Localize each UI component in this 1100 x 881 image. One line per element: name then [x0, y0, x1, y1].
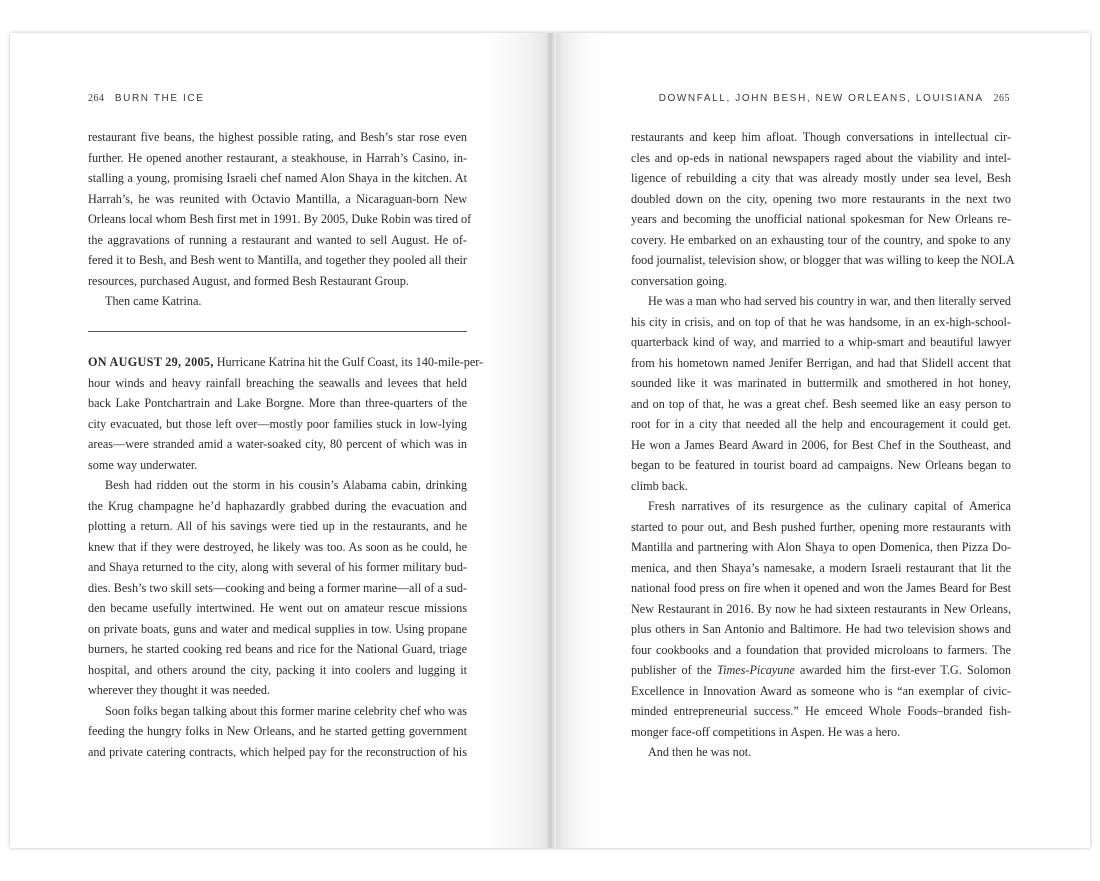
text-line: Mantilla and partnering with Alon Shaya to open Domenica, then Pizza Do- [631, 540, 1011, 554]
text-line: monger face-off competitions in Aspen. He was a hero. [631, 724, 901, 739]
text-line: city evacuated, but those left over—mostly poor families stuck in low-lying [88, 416, 467, 431]
text-line: knew that if they were destroyed, he likely was too. As soon as he could, he [88, 539, 467, 554]
text-line: Besh had ridden out the storm in his cousin’s Alabama cabin, drinking [105, 478, 467, 492]
left-page [10, 33, 550, 848]
text-line: Orleans local whom Besh first met in 1991. By 2005, Duke Robin was tired of [88, 212, 472, 226]
text-line: Excellence in Innovation Award as someone who is “an exemplar of civic- [631, 683, 1011, 698]
left-running-head-title: BURN THE ICE [114, 93, 205, 104]
text-line: He was a man who had served his country in war, and then literally served [648, 294, 1011, 308]
book-gutter [546, 33, 556, 848]
text-line: covery. He embarked on an exhausting tour of the country, and spoke to any [631, 232, 1011, 247]
right-running-head-title: DOWNFALL, JOHN BESH, NEW ORLEANS, LOUISIANA [658, 93, 984, 104]
text-line: plotting a return. All of his savings were tied up in the restaurants, and he [88, 519, 467, 533]
text-line: back Lake Pontchartrain and Lake Borgne. More than three-quarters of the [88, 396, 467, 410]
right-text-block [631, 127, 1015, 763]
section-first-line [88, 352, 484, 373]
text-line: and private catering contracts, which helped pay for the reconstruction of his [88, 744, 467, 759]
section-first-line-rest: Hurricane Katrina hit the Gulf Coast, its 140-mile-per- [213, 355, 484, 369]
text-line: national food press on fire when it opened and won the James Beard for Best [631, 581, 1011, 595]
text-line: Soon folks began talking about this former marine celebrity chef who was [105, 703, 467, 718]
text-line: New Restaurant in 2016. By now he had sixteen restaurants in New Orleans, [631, 601, 1011, 616]
text-line: areas—were stranded amid a water-soaked city, 80 percent of which was in [88, 437, 467, 451]
text-line: restaurants and keep him afloat. Though conversations in intellectual cir- [631, 130, 1011, 144]
text-line: four cookbooks and a foundation that provided microloans to farmers. The [631, 642, 1011, 657]
text-line: minded entrepreneurial success.” He emceed Whole Foods–branded fish- [631, 704, 1011, 718]
text-line: fered it to Besh, and Besh went to Mantilla, and together they pooled all their [88, 253, 467, 267]
left-section-text-block [88, 352, 484, 762]
left-top-text-block [88, 127, 472, 312]
text-line: plus others in San Antonio and Baltimore. He had two television shows and [631, 622, 1011, 636]
right-main-lines [631, 127, 1015, 660]
text-line: hospital, and others around the city, packing it into coolers and lugging it [88, 662, 467, 677]
italic-title-line [631, 660, 1011, 681]
italic-line-after: awarded him the first-ever T.G. Solomon [794, 663, 1011, 677]
right-page-number: 265 [993, 93, 1010, 104]
text-line: wherever they thought it was needed. [88, 683, 271, 697]
text-line: He won a James Beard Award in 2006, for Best Chef in the Southeast, and [631, 437, 1011, 452]
text-line: on private boats, guns and water and medical supplies in tow. Using propane [88, 621, 467, 636]
text-line: climb back. [631, 478, 688, 493]
left-running-head [88, 93, 204, 104]
text-line: burners, he started cooking red beans and rice for the National Guard, triage [88, 642, 467, 656]
text-line: some way underwater. [88, 457, 198, 472]
text-line: cles and op-eds in national newspapers raged about the viability and intel- [631, 150, 1011, 165]
text-line: the aggravations of running a restaurant and wanted to sell August. He of- [88, 232, 467, 247]
right-page [550, 33, 1090, 848]
text-line: conversation going. [631, 273, 728, 288]
text-line: hour winds and heavy rainfall breaching the seawalls and levees that held [88, 375, 467, 390]
newspaper-title: Times-Picayune [716, 663, 795, 677]
text-line: sounded like it was marinated in buttermilk and smothered in hot honey, [631, 376, 1011, 390]
text-line: doubled down on the city, opening two more restaurants in the next two [631, 191, 1011, 206]
text-line: den became usefully intertwined. He went out on amateur rescue missions [88, 601, 467, 615]
text-line: quarterback kind of way, and married to a whip-smart and beautiful lawyer [631, 335, 1011, 349]
right-running-head [659, 93, 1010, 104]
text-line: stalling a young, promising Israeli chef named Alon Shaya in the kitchen. At [88, 171, 467, 185]
text-line: food journalist, television show, or blogger that was willing to keep the NOLA [631, 253, 1015, 267]
text-line: from his hometown named Jenifer Berrigan, and had that Slidell accent that [631, 355, 1011, 370]
section-lead-in: ON AUGUST 29, 2005, [88, 355, 214, 369]
text-line: resources, purchased August, and formed Besh Restaurant Group. [88, 273, 409, 288]
text-line: Fresh narratives of its resurgence as the culinary capital of America [648, 499, 1011, 513]
text-line: the Krug champagne he’d haphazardly grabbed during the evacuation and [88, 498, 467, 513]
text-line: his city in crisis, and on top of that he was handsome, in an ex-high-school- [631, 314, 1011, 329]
text-line: root for in a city that needed all the help and encouragement it could get. [631, 417, 1011, 431]
left-page-number: 264 [88, 93, 105, 104]
section-break-rule [88, 331, 467, 332]
text-line: Harrah’s, he was reunited with Octavio Mantilla, a Nicaraguan-born New [88, 191, 467, 206]
text-line: started to pour out, and Besh pushed further, opening more restaurants with [631, 519, 1011, 534]
text-line: Then came Katrina. [105, 294, 202, 308]
text-line: years and becoming the unofficial national spokesman for New Orleans re- [631, 212, 1011, 226]
left-bottom-lines [88, 373, 467, 763]
right-tail-lines [631, 681, 1011, 763]
text-line: feeding the hungry folks in New Orleans, and he started getting government [88, 724, 467, 738]
text-line: ligence of rebuilding a city that was already mostly under sea level, Besh [631, 171, 1011, 185]
text-line: menica, and then Shaya’s namesake, a modern Israeli restaurant that lit the [631, 560, 1011, 575]
text-line: further. He opened another restaurant, a steakhouse, in Harrah’s Casino, in- [88, 150, 467, 165]
text-line: restaurant five beans, the highest possible rating, and Besh’s star rose even [88, 130, 467, 144]
text-line: And then he was not. [648, 745, 752, 759]
text-line: and Shaya returned to the city, along with several of his former military bud- [88, 560, 467, 574]
italic-line-before: publisher of the [631, 663, 717, 677]
text-line: dies. Besh’s two skill sets—cooking and being a former marine—all of a sud- [88, 580, 467, 595]
book-spread [10, 33, 1090, 848]
text-line: began to be featured in tourist board ad campaigns. New Orleans began to [631, 458, 1011, 472]
text-line: and on top of that, he was a great chef. Besh seemed like an easy person to [631, 396, 1011, 411]
